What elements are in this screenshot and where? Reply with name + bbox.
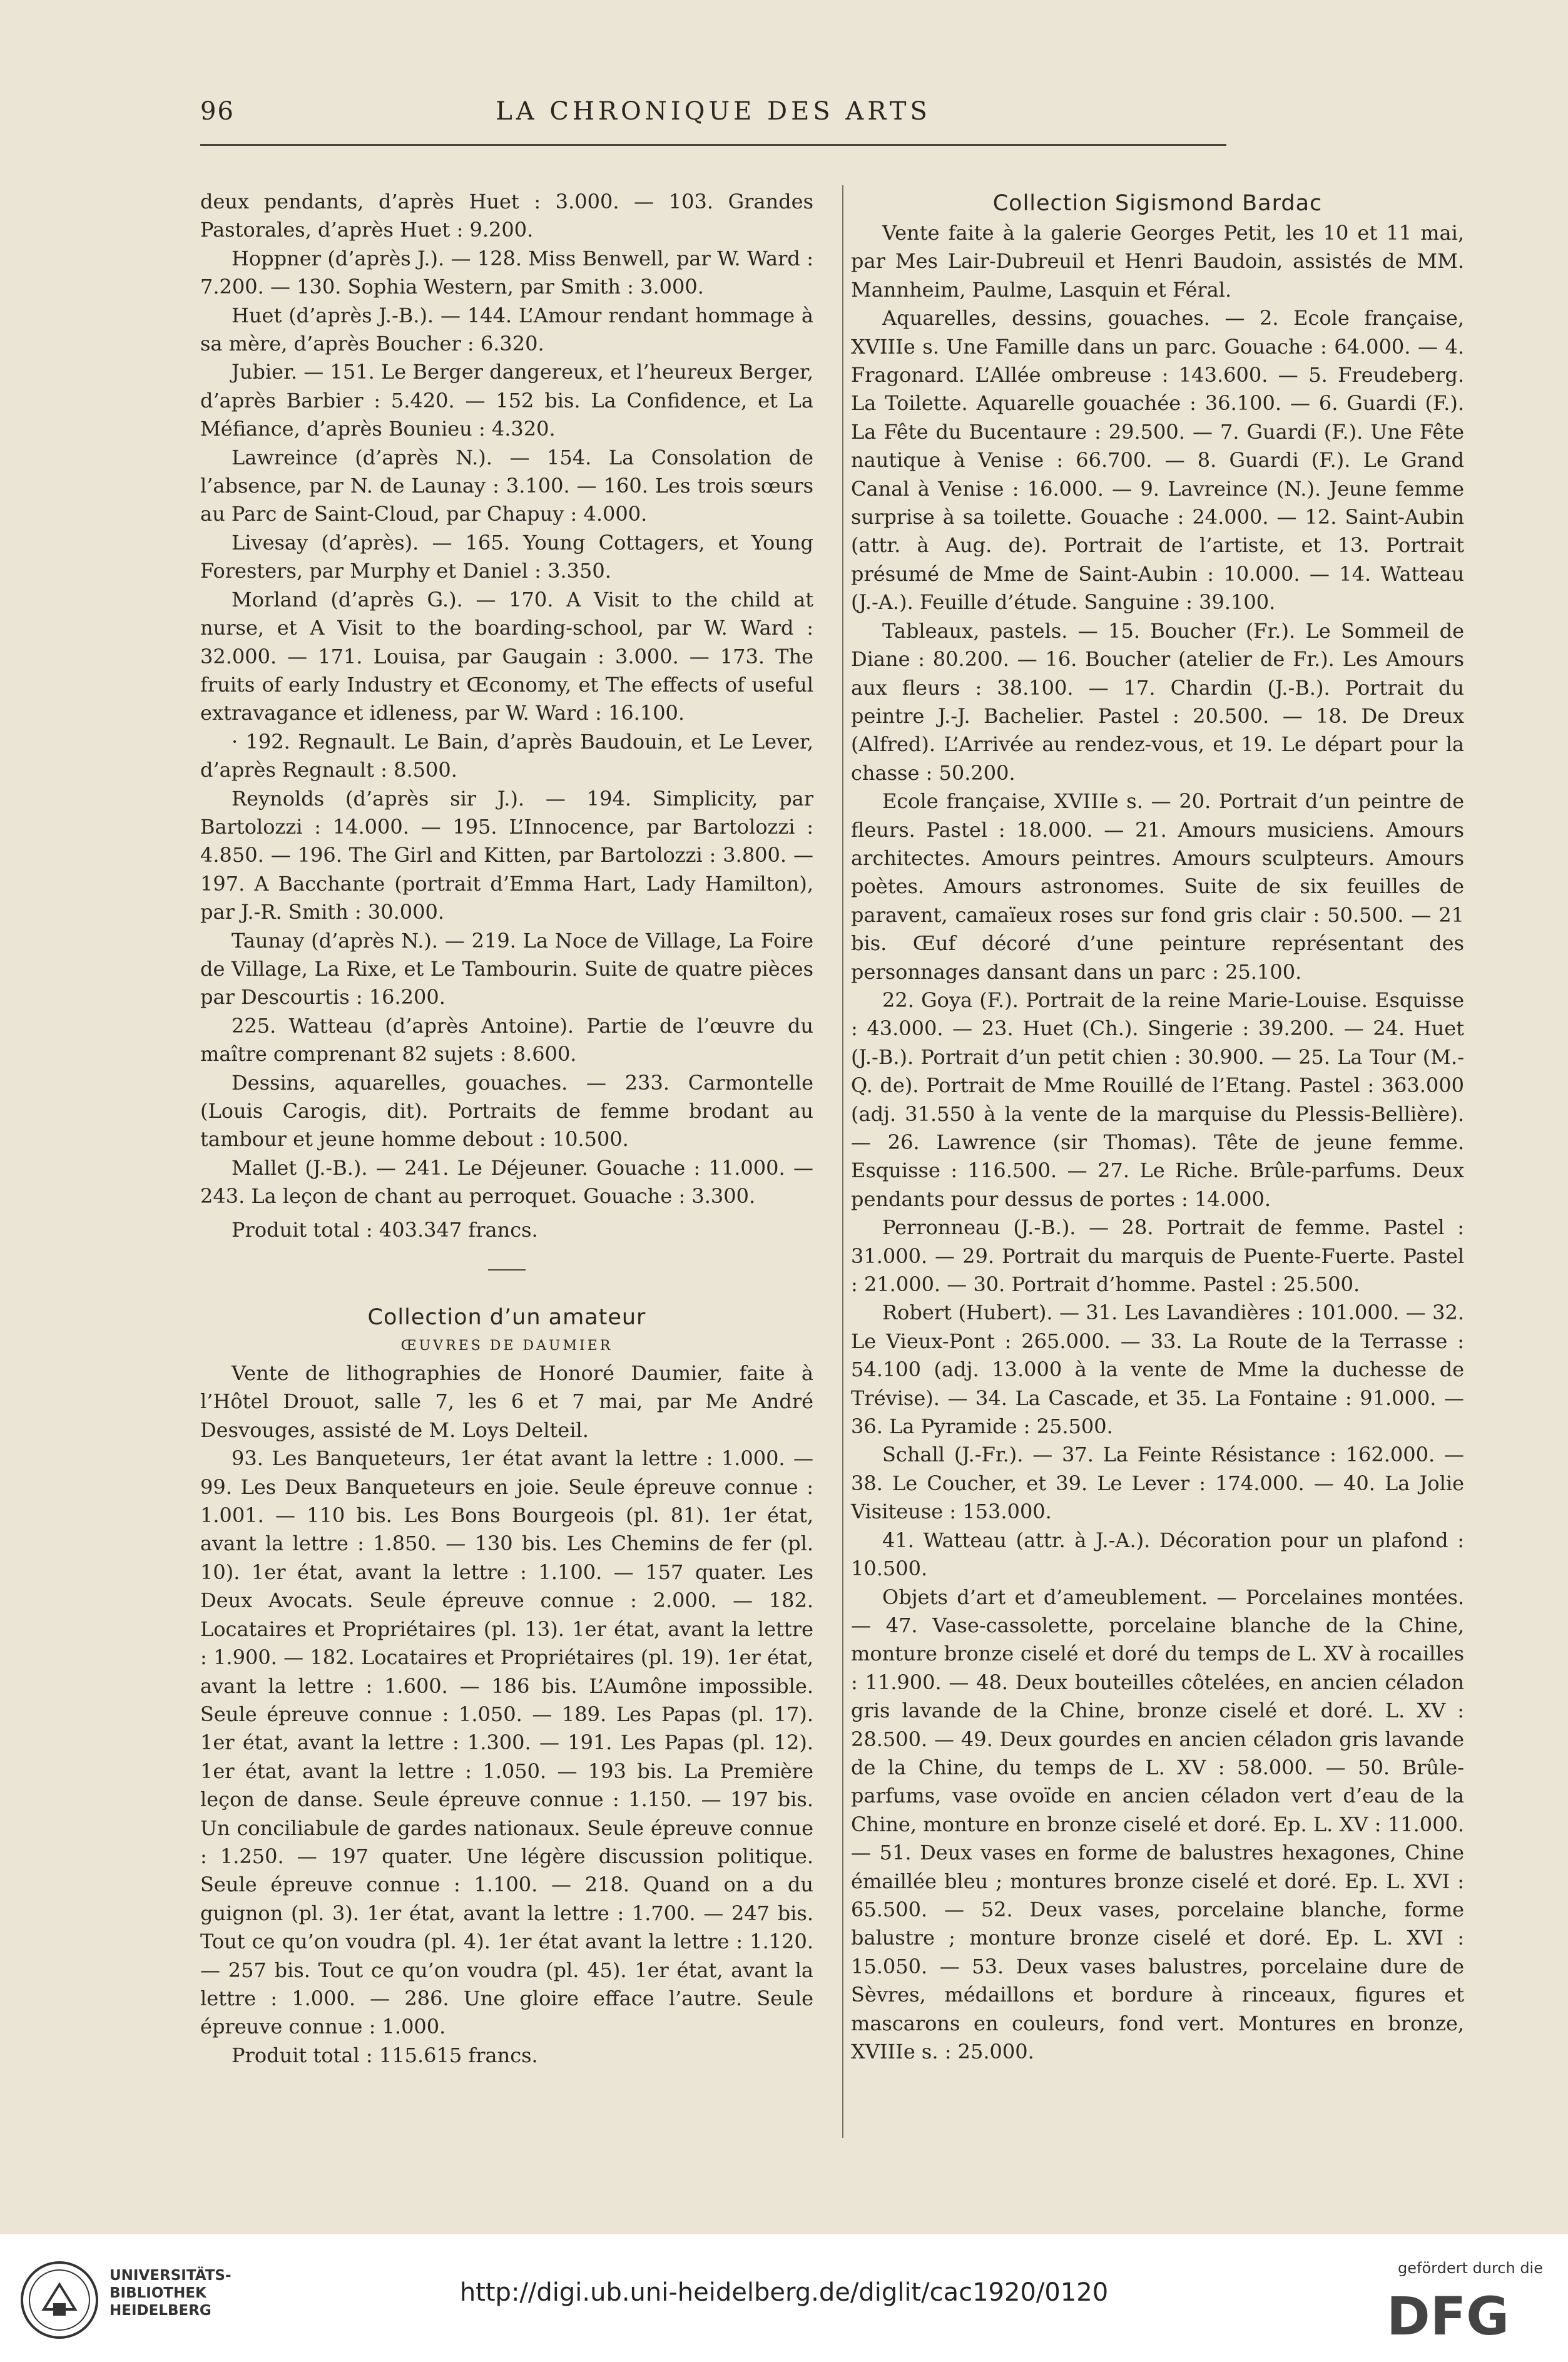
paragraph: Mallet (J.-B.). — 241. Le Déjeuner. Gouache : 11.000. — 243. La leçon de chant au perroquet. Gouache : 3.300. xyxy=(200,1155,813,1209)
library-name-line: UNIVERSITÄTS- xyxy=(109,2267,232,2284)
page-header xyxy=(200,97,1226,135)
paragraph: deux pendants, d’après Huet : 3.000. — 103. Grandes Pastorales, d’après Huet : 9.200. xyxy=(200,190,813,242)
paragraph: Robert (Hubert). — 31. Les Lavandières : 101.000. — 32. Le Vieux-Pont : 265.000. — 33. La Route de la Terrasse : 54.100 (adj. 13.000 à la vente de Mme la duchesse de Trévise). — 34. La Cascade, et 35. La Fontaine : 91.000. — 36. La Pyramide : 25.500. xyxy=(851,1301,1464,1439)
paragraph: Aquarelles, dessins, gouaches. — 2. Ecole française, XVIIIe s. Une Famille dans un parc. Gouache : 64.000. — 4. Fragonard. L’Allée ombreuse : 143.600. — 5. Freudeberg. La Toilette. Aquarelle gouachée : 36.100. — 6. Guardi (F.). La Fête du Bucentaure : 29.500. — 7. Guardi (F.). Une Fête nautique à Venise : 66.700. — 8. Guardi (F.). Le Grand Canal à Venise : 16.000. — 9. Lavreince (N.). Jeune femme surprise à sa toilette. Gouache : 24.000. — 12. Saint-Aubin (attr. à Aug. de). Portrait de l’artiste, et 13. Portrait présumé de Mme de Saint-Aubin : 10.000. — 14. Watteau (J.-A.). Feuille d’étude. Sanguine : 39.100. xyxy=(851,306,1464,615)
paragraph: Reynolds (d’après sir J.). — 194. Simplicity, par Bartolozzi : 14.000. — 195. L’Innocence, par Bartolozzi : 4.850. — 196. The Girl and Kitten, par Bartolozzi : 3.800. — 197. A Bacchante (portrait d’Emma Hart, Lady Hamilton), par J.-R. Smith : 30.000. xyxy=(200,786,813,924)
funding-label: gefördert durch die xyxy=(1398,2259,1543,2277)
paragraph: Schall (J.-Fr.). — 37. La Feinte Résistance : 162.000. — 38. Le Coucher, et 39. Le Lever : 174.000. — 40. La Jolie Visiteuse : 153.000. xyxy=(851,1443,1464,1524)
section-separator xyxy=(488,1269,526,1270)
header-rule xyxy=(200,144,1226,146)
paragraph: Livesay (d’après). — 165. Young Cottagers, et Young Foresters, par Murphy et Daniel : 3.350. xyxy=(200,530,813,583)
sale-total: Produit total : 403.347 francs. xyxy=(232,1217,538,1242)
paragraph: 93. Les Banqueteurs, 1er état avant la lettre : 1.000. — 99. Les Deux Banqueteurs en joie. Seule épreuve connue : 1.001. — 110 bis. Les Bons Bourgeois (pl. 81). 1er état, avant la lettre : 1.850. — 130 bis. Les Chemins de fer (pl. 10). 1er état, avant la lettre : 1.100. — 157 quater. Les Deux Avocats. Seule épreuve connue : 2.000. — 182. Locataires et Propriétaires (pl. 13). 1er état, avant la lettre : 1.900. — 182. Locataires et Propriétaires (pl. 19). 1er état, avant la lettre : 1.600. — 186 bis. L’Aumône impossible. Seule épreuve connue : 1.050. — 189. Les Papas (pl. 17). 1er état, avant la lettre : 1.300. — 191. Les Papas (pl. 12). 1er état, avant la lettre : 1.050. — 193 bis. La Première leçon de danse. Seule épreuve connue : 1.150. — 197 bis. Un conciliabule de gardes nationaux. Seule épreuve connue : 1.250. — 197 quater. Une légère discussion politique. Seule épreuve connue : 1.100. — 218. Quand on a du guignon (pl. 3). 1er état, avant la lettre : 1.700. — 247 bis. Tout ce qu’on voudra (pl. 4). 1er état avant la lettre : 1.120. — 257 bis. Tout ce qu’on voudra (pl. 45). 1er état, avant la lettre : 1.000. — 286. Une gloire efface l’autre. Seule épreuve connue : 1.000. xyxy=(200,1446,813,2039)
paragraph: Lawreince (d’après N.). — 154. La Consolation de l’absence, par N. de Launay : 3.100. — 160. Les trois sœurs au Parc de Saint-Cloud, par Chapuy : 4.000. xyxy=(200,445,813,526)
column-rule xyxy=(842,185,843,2138)
page-number: 96 xyxy=(200,97,235,126)
paragraph: Hoppner (d’après J.). — 128. Miss Benwell, par W. Ward : 7.200. — 130. Sophia Western, par Smith : 3.000. xyxy=(200,246,813,299)
right-column xyxy=(851,188,1464,2066)
paragraph: Ecole française, XVIIIe s. — 20. Portrait d’un peintre de fleurs. Pastel : 18.000. — 21. Amours musiciens. Amours architectes. Amours peintres. Amours sculpteurs. Amours poètes. Amours astronomes. Suite de six feuilles de paravent, camaïeux roses sur fond gris clair : 50.500. — 21 bis. Œuf décoré d’une peinture représentant des personnages dansant dans un parc : 25.100. xyxy=(851,789,1464,984)
dfg-logo-icon xyxy=(1387,2289,1543,2339)
paragraph: · 192. Regnault. Le Bain, d’après Baudouin, et Le Lever, d’après Regnault : 8.500. xyxy=(200,729,813,782)
paragraph: Morland (d’après G.). — 170. A Visit to the child at nurse, et A Visit to the boarding-school, par W. Ward : 32.000. — 171. Louisa, par Gaugain : 3.000. — 173. The fruits of early Industry et Œconomy, et The effects of useful extravagance et idleness, par W. Ward : 16.100. xyxy=(200,587,813,725)
source-url-link[interactable]: http://digi.ub.uni-heidelberg.de/diglit/cac1920/0120 xyxy=(459,2278,1109,2307)
paragraph: Dessins, aquarelles, gouaches. — 233. Carmontelle (Louis Carogis, dit). Portraits de femme brodant au tambour et jeune homme debout : 10.500. xyxy=(200,1070,813,1152)
library-name-line: BIBLIOTHEK xyxy=(109,2285,206,2301)
paragraph: Jubier. — 151. Le Berger dangereux, et l’heureux Berger, d’après Barbier : 5.420. — 152 bis. La Confidence, et La Méfiance, d’après Bounieu : 4.320. xyxy=(200,360,813,441)
paragraph: Taunay (d’après N.). — 219. La Noce de Village, La Foire de Village, La Rixe, et Le Tambourin. Suite de quatre pièces par Descourtis : 16.200. xyxy=(200,928,813,1010)
section-subtitle: ŒUVRES DE DAUMIER xyxy=(400,1338,613,1354)
svg-text:DFG: DFG xyxy=(1387,2289,1510,2339)
paragraph: Perronneau (J.-B.). — 28. Portrait de femme. Pastel : 31.000. — 29. Portrait du marquis de Puente-Fuerte. Pastel : 21.000. — 30. Portrait d’homme. Pastel : 25.500. xyxy=(851,1215,1464,1297)
paragraph: 225. Watteau (d’après Antoine). Partie de l’œuvre du maître comprenant 82 sujets : 8.600. xyxy=(200,1013,813,1066)
paragraph: 22. Goya (F.). Portrait de la reine Marie-Louise. Esquisse : 43.000. — 23. Huet (Ch.). Singerie : 39.200. — 24. Huet (J.-B.). Portrait d’un petit chien : 30.900. — 25. La Tour (M.-Q. de). Portrait de Mme Rouillé de l’Etang. Pastel : 363.000 (adj. 31.550 à la vente de la marquise du Plessis-Bellière). — 26. Lawrence (sir Thomas). Tête de jeune femme. Esquisse : 116.500. — 27. Le Riche. Brûle-parfums. Deux pendants pour dessus de portes : 14.000. xyxy=(851,988,1464,1211)
paragraph: Objets d’art et d’ameublement. — Porcelaines montées. — 47. Vase-cassolette, porcelaine blanche de la Chine, monture bronze ciselé et doré du temps de L. XV à rocailles : 11.900. — 48. Deux bouteilles côtelées, en ancien céladon gris lavande de la Chine, bronze ciselé et doré. L. XV : 28.500. — 49. Deux gourdes en ancien céladon gris lavande de la Chine, du temps de L. XV : 58.000. — 50. Brûle-parfums, vase ovoïde en ancien céladon vert d’eau de la Chine, monture en bronze ciselé et doré. Ep. L. XV : 11.000. — 51. Deux vases en forme de balustres hexagones, Chine émaillée bleu ; montures bronze ciselé et doré. Ep. L. XVI : 65.500. — 52. Deux vases, porcelaine blanche, forme balustre ; monture bronze ciselé et doré. Ep. L. XVI : 15.050. — 53. Deux vases balustres, porcelaine dure de Sèvres, médaillons et bordure à rinceaux, figures et mascarons en couleurs, fond vert. Montures en bronze, XVIIIe s. : 25.000. xyxy=(851,1585,1464,2063)
section-title: Collection Sigismond Bardac xyxy=(992,191,1323,216)
paragraph: 41. Watteau (attr. à J.-A.). Décoration pour un plafond : 10.500. xyxy=(851,1528,1464,1581)
section-title: Collection d’un amateur xyxy=(367,1305,646,1331)
running-title: LA CHRONIQUE DES ARTS xyxy=(496,97,931,126)
digitization-footer xyxy=(0,2234,1568,2362)
paragraph: Vente de lithographies de Honoré Daumier, faite à l’Hôtel Drouot, salle 7, les 6 et 7 mai, par Me André Desvouges, assisté de M. Loys Delteil. xyxy=(200,1361,813,1442)
sale-total: Produit total : 115.615 francs. xyxy=(232,2043,538,2067)
library-name-line: HEIDELBERG xyxy=(109,2303,211,2319)
left-column xyxy=(200,188,813,2070)
paragraph: Tableaux, pastels. — 15. Boucher (Fr.). Le Sommeil de Diane : 80.200. — 16. Boucher (atelier de Fr.). Les Amours aux fleurs : 38.100. — 17. Chardin (J.-B.). Portrait du peintre J.-J. Bachelier. Pastel : 20.500. — 18. De Dreux (Alfred). L’Arrivée au rendez-vous, et 19. Le départ pour la chasse : 50.200. xyxy=(851,618,1464,785)
paragraph: Vente faite à la galerie Georges Petit, les 10 et 11 mai, par Mes Lair-Dubreuil et Henri Baudoin, assistés de MM. Mannheim, Paulme, Lasquin et Féral. xyxy=(851,221,1464,302)
paragraph: Huet (d’après J.-B.). — 144. L’Amour rendant hommage à sa mère, d’après Boucher : 6.320. xyxy=(200,303,813,356)
